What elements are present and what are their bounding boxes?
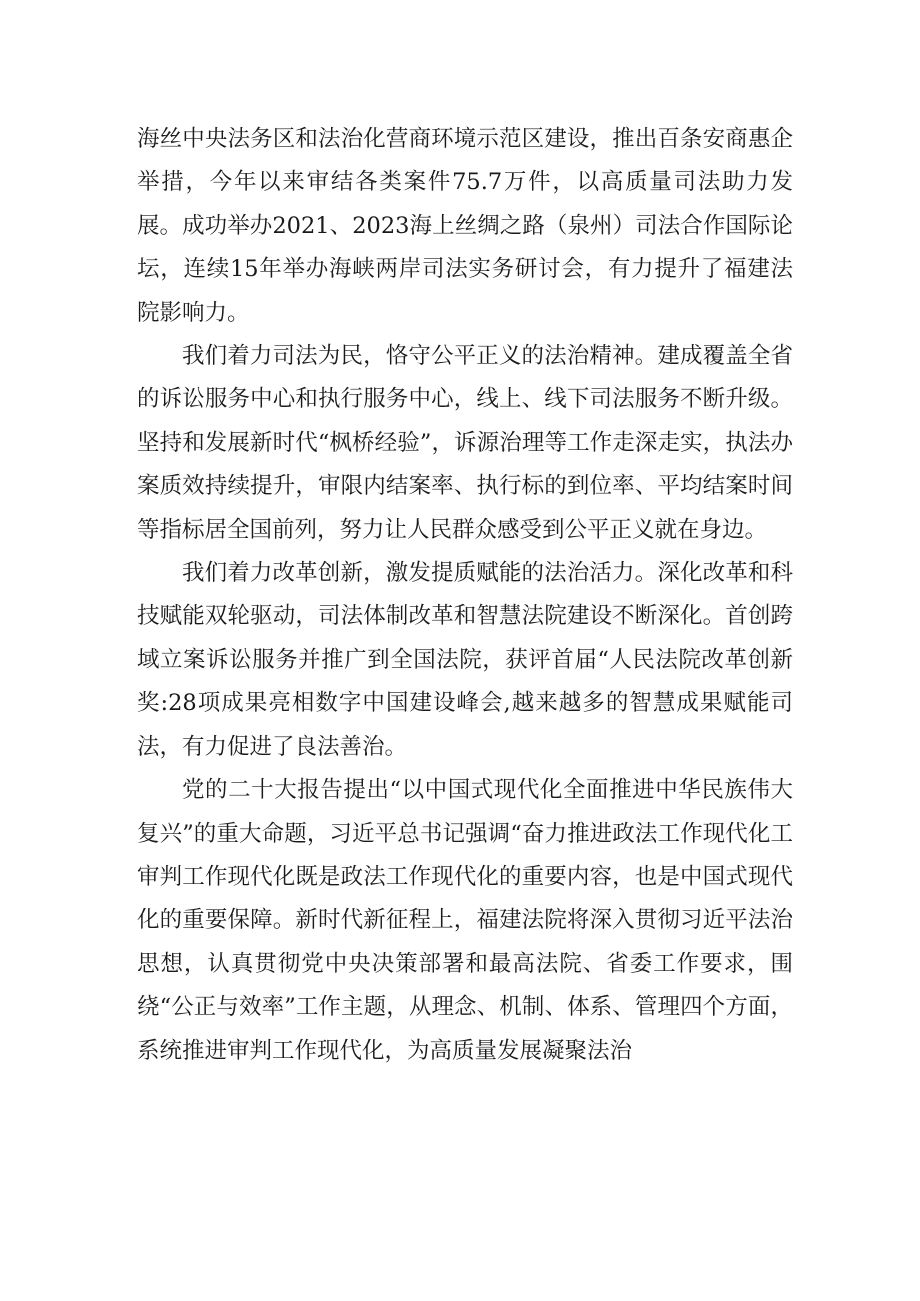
paragraph-continuation: 海丝中央法务区和法治化营商环境示范区建设，推出百条安商惠企举措，今年以来审结各类案件75.7万件，以高质量司法助力发展。成功举办2021、2023海上丝绸之路（泉州）司法合作国际论坛，连续15年举办海峡两岸司法实务研讨会，有力提升了福建法院影响力。 <box>137 126 793 326</box>
paragraph-reform-innovation: 我们着力改革创新，激发提质赋能的法治活力。深化改革和科技赋能双轮驱动，司法体制改革和智慧法院建设不断深化。首创跨域立案诉讼服务并推广到全国法院，获评首届“人民法院改革创新奖:28项成果亮相数字中国建设峰会,越来越多的智慧成果赋能司法，有力促进了良法善治。 <box>137 560 793 760</box>
document-body <box>137 118 793 1073</box>
paragraph-justice-for-people: 我们着力司法为民，恪守公平正义的法治精神。建成覆盖全省的诉讼服务中心和执行服务中心，线上、线下司法服务不断升级。坚持和发展新时代“枫桥经验”，诉源治理等工作走深走实，执法办案质效持续提升，审限内结案率、执行标的到位率、平均结案时间等指标居全国前列，努力让人民群众感受到公平正义就在身边。 <box>137 343 793 543</box>
paragraph-modernization: 党的二十大报告提出“以中国式现代化全面推进中华民族伟大复兴”的重大命题，习近平总书记强调“奋力推进政法工作现代化工审判工作现代化既是政法工作现代化的重要内容，也是中国式现代化的重要保障。新时代新征程上，福建法院将深入贯彻习近平法治思想，认真贯彻党中央决策部署和最高法院、省委工作要求，围绕“公正与效率”工作主题，从理念、机制、体系、管理四个方面，系统推进审判工作现代化，为高质量发展凝聚法治 <box>137 777 793 1064</box>
